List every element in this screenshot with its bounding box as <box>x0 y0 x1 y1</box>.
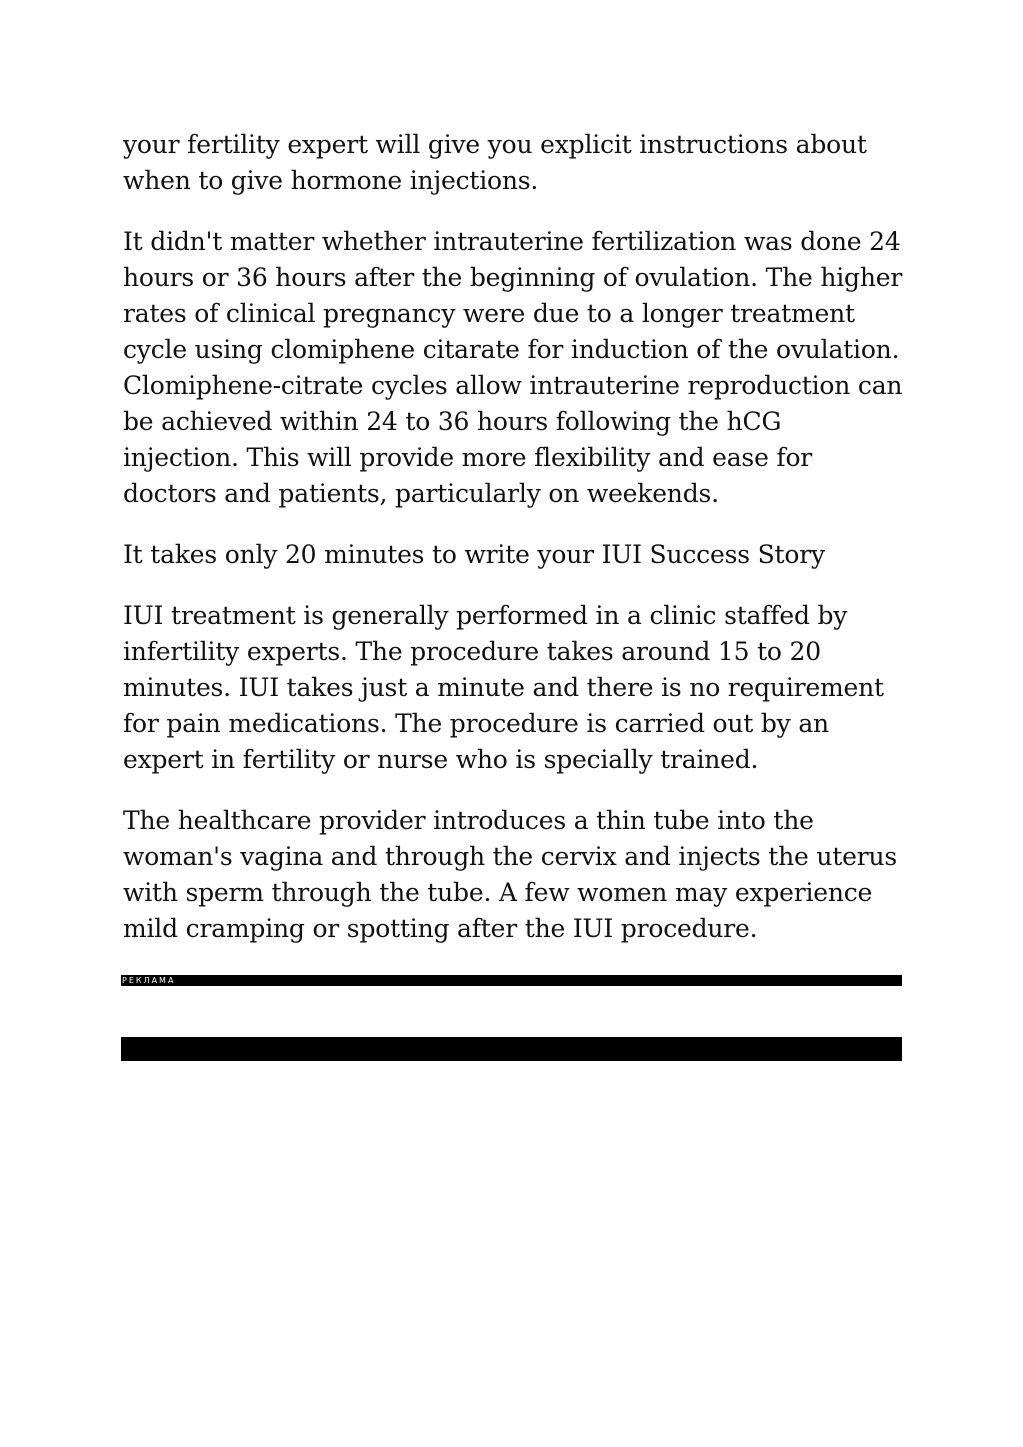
paragraph-iui-treatment: IUI treatment is generally performed in a clinic staffed by infertility experts. The procedure takes around 15 to 20 minutes. IUI takes just a minute and there is no requirement for pain medications. The procedure is carried out by an expert in fertility or nurse who is specially trained. <box>123 601 884 774</box>
advertisement-bar <box>121 975 902 986</box>
paragraph-hormone-injections: your fertility expert will give you explicit instructions about when to give hormone injections. <box>123 130 867 195</box>
paragraph-procedure-description: The healthcare provider introduces a thin tube into the woman's vagina and through the cervix and injects the uterus with sperm through the tube. A few women may experience mild cramping or spotting after the IUI procedure. <box>123 806 897 943</box>
advertisement-label: РЕКЛАМА <box>122 976 176 985</box>
paragraph-insemination-timing: It didn't matter whether intrauterine fertilization was done 24 hours or 36 hours after the beginning of ovulation. The higher rates of clinical pregnancy were due to a longer treatment cycle using clomiphene citarate for induction of the ovulation. Clomiphene-citrate cycles allow intrauterine reproduction can be achieved within 24 to 36 hours following the hCG injection. This will provide more flexibility and ease for doctors and patients, particularly on weekends. <box>123 227 903 508</box>
paragraph-success-story: It takes only 20 minutes to write your IUI Success Story <box>123 540 825 569</box>
advertisement-slot[interactable] <box>121 1037 902 1061</box>
article-body <box>123 127 903 972</box>
